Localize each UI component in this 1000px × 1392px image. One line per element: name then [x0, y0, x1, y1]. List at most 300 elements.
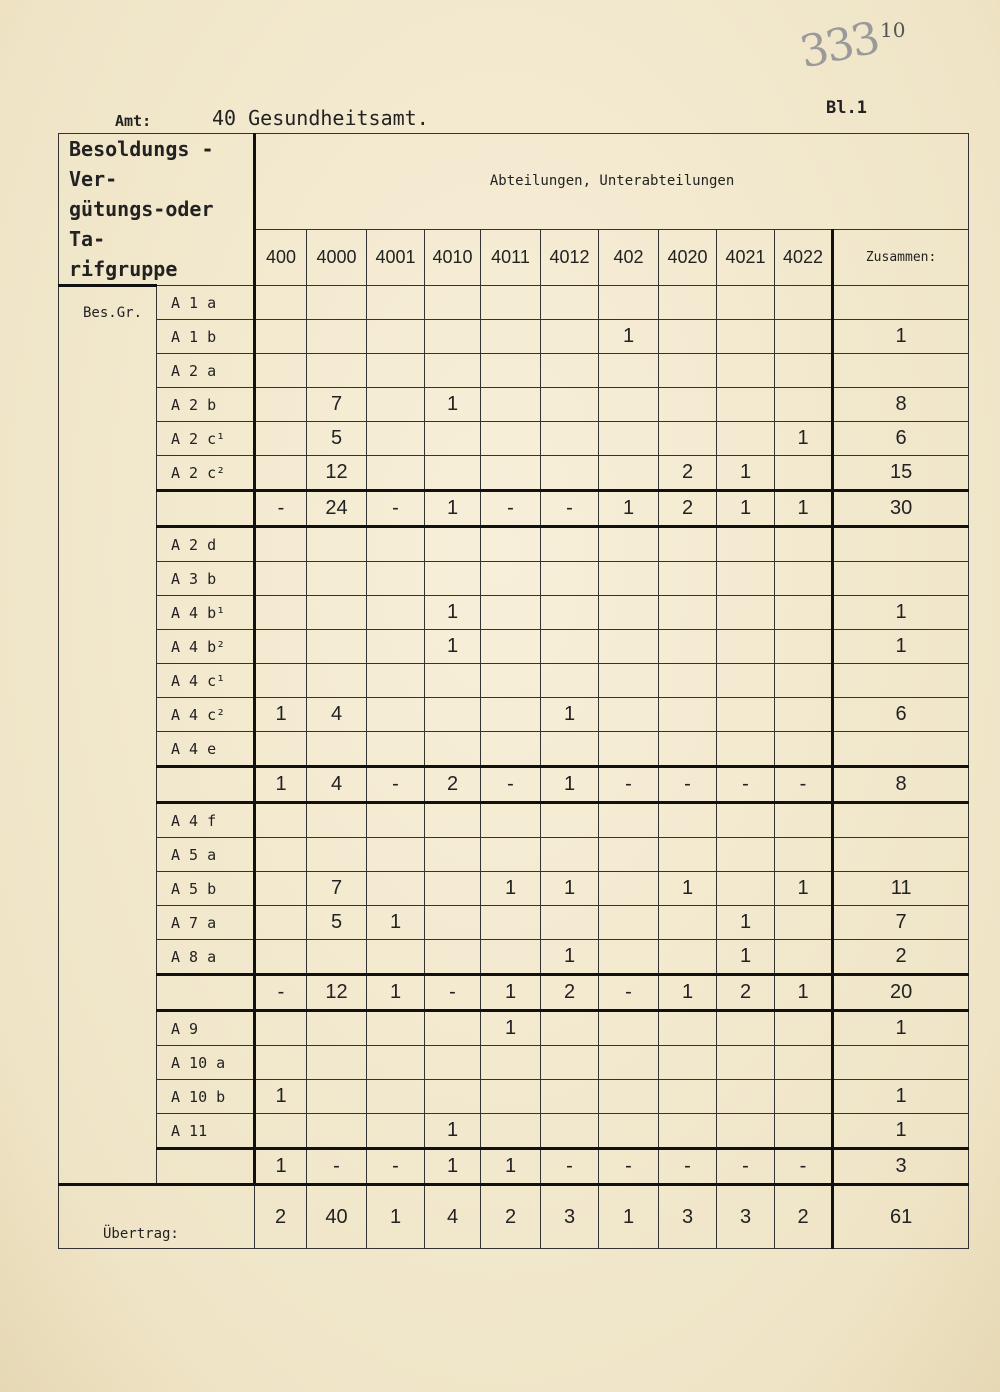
table-row — [59, 354, 969, 388]
column-header: 400 — [255, 229, 307, 285]
count-cell: 1 — [367, 906, 425, 940]
count-cell: - — [659, 767, 717, 803]
count-cell — [541, 527, 599, 562]
table-row — [59, 286, 969, 320]
count-cell: 7 — [307, 388, 367, 422]
count-cell — [255, 1011, 307, 1046]
count-cell: 1 — [425, 596, 481, 630]
count-cell — [717, 286, 775, 320]
count-cell — [307, 630, 367, 664]
count-cell: 1 — [481, 872, 541, 906]
count-cell: 1 — [425, 1149, 481, 1185]
amt-value: 40 Gesundheitsamt. — [212, 106, 429, 130]
count-cell — [367, 940, 425, 975]
count-cell: - — [599, 1149, 659, 1185]
count-cell: 1 — [481, 1011, 541, 1046]
column-header: 402 — [599, 229, 659, 285]
total-cell — [833, 838, 969, 872]
count-cell — [659, 838, 717, 872]
table-row — [59, 527, 969, 562]
ubertrag-cell: 40 — [307, 1185, 367, 1249]
count-cell — [255, 838, 307, 872]
total-cell: 1 — [833, 630, 969, 664]
count-cell — [659, 906, 717, 940]
total-cell: 8 — [833, 767, 969, 803]
count-cell: 4 — [307, 698, 367, 732]
total-cell: 3 — [833, 1149, 969, 1185]
table-row — [59, 664, 969, 698]
count-cell — [659, 562, 717, 596]
row-label: A 10 b — [157, 1080, 255, 1114]
count-cell: 12 — [307, 975, 367, 1011]
count-cell: - — [717, 1149, 775, 1185]
count-cell — [659, 388, 717, 422]
row-label: A 11 — [157, 1114, 255, 1149]
row-label: A 2 c¹ — [157, 422, 255, 456]
count-cell — [775, 940, 833, 975]
count-cell — [775, 1011, 833, 1046]
count-cell: 1 — [541, 698, 599, 732]
count-cell — [599, 456, 659, 491]
row-label: A 1 a — [157, 286, 255, 320]
subtotal-row — [59, 975, 969, 1011]
column-header: 4020 — [659, 229, 717, 285]
count-cell — [717, 872, 775, 906]
besoldungsgruppe-label: Bes.Gr. — [59, 286, 157, 1185]
column-header: 4000 — [307, 229, 367, 285]
count-cell — [367, 354, 425, 388]
count-cell: - — [599, 975, 659, 1011]
total-cell: 1 — [833, 596, 969, 630]
count-cell — [717, 1114, 775, 1149]
count-cell — [481, 320, 541, 354]
count-cell — [425, 422, 481, 456]
count-cell — [307, 1080, 367, 1114]
count-cell — [775, 354, 833, 388]
table-row — [59, 940, 969, 975]
count-cell — [541, 286, 599, 320]
count-cell — [481, 1080, 541, 1114]
count-cell — [599, 354, 659, 388]
count-cell — [659, 940, 717, 975]
count-cell: 1 — [481, 1149, 541, 1185]
count-cell — [425, 527, 481, 562]
count-cell — [775, 596, 833, 630]
count-cell: 2 — [425, 767, 481, 803]
count-cell — [367, 388, 425, 422]
count-cell — [481, 838, 541, 872]
column-header: 4021 — [717, 229, 775, 285]
count-cell — [659, 320, 717, 354]
ubertrag-row — [59, 1185, 969, 1249]
count-cell — [481, 803, 541, 838]
count-cell — [717, 1080, 775, 1114]
handwritten-note: 333 — [795, 12, 883, 79]
table-row — [59, 422, 969, 456]
count-cell — [717, 388, 775, 422]
count-cell: 1 — [255, 1080, 307, 1114]
count-cell — [307, 562, 367, 596]
row-label — [157, 491, 255, 527]
count-cell: 1 — [481, 975, 541, 1011]
ubertrag-cell: 3 — [541, 1185, 599, 1249]
group-header-line-1: Besoldungs - Ver- — [69, 137, 214, 191]
count-cell — [541, 1080, 599, 1114]
count-cell — [717, 562, 775, 596]
subtotal-row — [59, 1149, 969, 1185]
count-cell: 1 — [717, 491, 775, 527]
count-cell — [307, 1114, 367, 1149]
count-cell — [367, 1080, 425, 1114]
total-cell — [833, 732, 969, 767]
total-cell — [833, 803, 969, 838]
count-cell — [599, 732, 659, 767]
count-cell — [425, 803, 481, 838]
abteilungen-header: Abteilungen, Unterabteilungen — [255, 134, 969, 230]
count-cell — [541, 664, 599, 698]
row-label: A 3 b — [157, 562, 255, 596]
count-cell — [599, 664, 659, 698]
count-cell — [425, 456, 481, 491]
row-label — [157, 1149, 255, 1185]
count-cell: 5 — [307, 906, 367, 940]
count-cell — [541, 422, 599, 456]
count-cell — [599, 286, 659, 320]
count-cell: 1 — [717, 940, 775, 975]
count-cell — [425, 940, 481, 975]
table-row — [59, 872, 969, 906]
count-cell — [659, 354, 717, 388]
count-cell — [541, 1114, 599, 1149]
count-cell — [255, 456, 307, 491]
total-cell: 1 — [833, 1011, 969, 1046]
count-cell — [481, 698, 541, 732]
count-cell — [659, 803, 717, 838]
row-label: A 5 b — [157, 872, 255, 906]
count-cell: 1 — [541, 940, 599, 975]
count-cell — [307, 732, 367, 767]
count-cell — [367, 1046, 425, 1080]
count-cell — [599, 388, 659, 422]
subtotal-row — [59, 767, 969, 803]
count-cell — [255, 286, 307, 320]
row-label: A 4 e — [157, 732, 255, 767]
count-cell — [775, 838, 833, 872]
count-cell — [659, 698, 717, 732]
ubertrag-cell: 1 — [367, 1185, 425, 1249]
count-cell — [717, 1011, 775, 1046]
count-cell: 1 — [717, 906, 775, 940]
count-cell — [717, 630, 775, 664]
count-cell: 24 — [307, 491, 367, 527]
count-cell: - — [367, 1149, 425, 1185]
row-label: A 4 c² — [157, 698, 255, 732]
ubertrag-cell: 2 — [481, 1185, 541, 1249]
total-cell: 20 — [833, 975, 969, 1011]
total-cell: 7 — [833, 906, 969, 940]
table-row — [59, 1046, 969, 1080]
count-cell — [307, 527, 367, 562]
table-row — [59, 698, 969, 732]
count-cell: - — [659, 1149, 717, 1185]
count-cell — [775, 803, 833, 838]
subtotal-row — [59, 491, 969, 527]
count-cell: - — [541, 1149, 599, 1185]
count-cell: 2 — [659, 491, 717, 527]
count-cell — [541, 906, 599, 940]
count-cell — [541, 1046, 599, 1080]
row-label: A 4 b¹ — [157, 596, 255, 630]
count-cell: 1 — [255, 698, 307, 732]
count-cell — [717, 596, 775, 630]
count-cell — [659, 422, 717, 456]
row-label: A 2 a — [157, 354, 255, 388]
total-cell: 1 — [833, 320, 969, 354]
count-cell: 2 — [717, 975, 775, 1011]
count-cell — [599, 1046, 659, 1080]
count-cell — [367, 596, 425, 630]
count-cell — [775, 286, 833, 320]
count-cell — [599, 1114, 659, 1149]
count-cell — [367, 872, 425, 906]
count-cell — [775, 630, 833, 664]
count-cell — [307, 803, 367, 838]
count-cell — [425, 1080, 481, 1114]
count-cell — [307, 1011, 367, 1046]
count-cell — [307, 1046, 367, 1080]
count-cell — [425, 838, 481, 872]
count-cell — [541, 354, 599, 388]
column-header: 4012 — [541, 229, 599, 285]
count-cell — [775, 664, 833, 698]
count-cell: 1 — [255, 767, 307, 803]
count-cell — [599, 1011, 659, 1046]
ubertrag-cell: 3 — [659, 1185, 717, 1249]
count-cell — [599, 596, 659, 630]
count-cell — [659, 596, 717, 630]
row-label: A 4 c¹ — [157, 664, 255, 698]
total-cell — [833, 562, 969, 596]
count-cell — [659, 664, 717, 698]
table-row — [59, 388, 969, 422]
count-cell — [481, 562, 541, 596]
count-cell — [255, 388, 307, 422]
count-cell: 1 — [659, 975, 717, 1011]
count-cell: - — [541, 491, 599, 527]
count-cell — [775, 562, 833, 596]
count-cell — [367, 456, 425, 491]
count-cell — [599, 803, 659, 838]
count-cell — [659, 1046, 717, 1080]
count-cell — [367, 1114, 425, 1149]
count-cell: 1 — [659, 872, 717, 906]
count-cell — [775, 320, 833, 354]
count-cell — [599, 838, 659, 872]
count-cell — [425, 906, 481, 940]
count-cell — [255, 940, 307, 975]
count-cell — [717, 354, 775, 388]
count-cell — [481, 940, 541, 975]
count-cell — [599, 630, 659, 664]
table-row — [59, 1080, 969, 1114]
count-cell: 1 — [599, 491, 659, 527]
total-cell: 6 — [833, 422, 969, 456]
total-cell: 15 — [833, 456, 969, 491]
count-cell — [599, 527, 659, 562]
table-row — [59, 596, 969, 630]
count-cell — [255, 803, 307, 838]
count-cell: - — [255, 975, 307, 1011]
total-cell: 11 — [833, 872, 969, 906]
total-cell — [833, 286, 969, 320]
row-label: A 2 b — [157, 388, 255, 422]
total-cell — [833, 664, 969, 698]
count-cell: - — [599, 767, 659, 803]
count-cell: - — [717, 767, 775, 803]
count-cell: - — [775, 767, 833, 803]
count-cell: - — [367, 767, 425, 803]
table-row — [59, 732, 969, 767]
count-cell — [255, 664, 307, 698]
column-header: 4011 — [481, 229, 541, 285]
row-label: A 8 a — [157, 940, 255, 975]
count-cell: 7 — [307, 872, 367, 906]
ubertrag-cell: 2 — [775, 1185, 833, 1249]
row-label: A 9 — [157, 1011, 255, 1046]
count-cell — [367, 732, 425, 767]
count-cell — [659, 1080, 717, 1114]
ubertrag-cell: 2 — [255, 1185, 307, 1249]
count-cell — [255, 906, 307, 940]
count-cell — [541, 1011, 599, 1046]
table-row — [59, 803, 969, 838]
count-cell: 1 — [599, 320, 659, 354]
count-cell: - — [481, 767, 541, 803]
count-cell — [717, 732, 775, 767]
count-cell: - — [367, 491, 425, 527]
count-cell — [775, 906, 833, 940]
count-cell: 2 — [541, 975, 599, 1011]
count-cell — [255, 596, 307, 630]
count-cell — [481, 1046, 541, 1080]
count-cell — [425, 872, 481, 906]
count-cell: 1 — [717, 456, 775, 491]
table-row — [59, 456, 969, 491]
count-cell — [425, 732, 481, 767]
count-cell — [307, 940, 367, 975]
count-cell — [367, 286, 425, 320]
count-cell — [775, 1046, 833, 1080]
count-cell — [481, 527, 541, 562]
total-cell — [833, 354, 969, 388]
count-cell — [775, 456, 833, 491]
count-cell — [367, 1011, 425, 1046]
page-number: 10 — [880, 18, 906, 42]
table-row — [59, 1011, 969, 1046]
ubertrag-cell: 3 — [717, 1185, 775, 1249]
count-cell — [659, 1011, 717, 1046]
count-cell — [717, 664, 775, 698]
count-cell — [255, 630, 307, 664]
count-cell — [717, 320, 775, 354]
count-cell: 1 — [425, 491, 481, 527]
row-label: A 4 b² — [157, 630, 255, 664]
row-label: A 1 b — [157, 320, 255, 354]
sheet-number: Bl.1 — [826, 98, 867, 118]
count-cell — [307, 320, 367, 354]
count-cell: 1 — [425, 388, 481, 422]
count-cell — [481, 1114, 541, 1149]
count-cell — [717, 1046, 775, 1080]
count-cell — [367, 803, 425, 838]
count-cell — [425, 320, 481, 354]
count-cell — [481, 388, 541, 422]
count-cell — [717, 422, 775, 456]
count-cell — [775, 698, 833, 732]
count-cell — [307, 354, 367, 388]
count-cell: 1 — [425, 1114, 481, 1149]
row-label: A 2 c² — [157, 456, 255, 491]
table-row — [59, 320, 969, 354]
count-cell — [541, 456, 599, 491]
count-cell — [481, 354, 541, 388]
row-label: A 4 f — [157, 803, 255, 838]
count-cell: 1 — [775, 422, 833, 456]
count-cell — [717, 527, 775, 562]
count-cell — [541, 732, 599, 767]
count-cell — [367, 527, 425, 562]
count-cell — [599, 562, 659, 596]
group-header — [59, 134, 255, 286]
count-cell — [659, 732, 717, 767]
count-cell: 1 — [775, 491, 833, 527]
count-cell — [255, 562, 307, 596]
count-cell — [481, 456, 541, 491]
count-cell — [307, 664, 367, 698]
count-cell: 1 — [255, 1149, 307, 1185]
table-row — [59, 838, 969, 872]
count-cell — [255, 872, 307, 906]
ubertrag-cell: 61 — [833, 1185, 969, 1249]
count-cell — [599, 906, 659, 940]
count-cell — [659, 286, 717, 320]
row-label — [157, 767, 255, 803]
count-cell — [481, 906, 541, 940]
count-cell — [367, 422, 425, 456]
count-cell — [425, 664, 481, 698]
count-cell — [481, 664, 541, 698]
count-cell: - — [775, 1149, 833, 1185]
table-row — [59, 562, 969, 596]
count-cell: 12 — [307, 456, 367, 491]
count-cell — [775, 732, 833, 767]
total-cell: 30 — [833, 491, 969, 527]
count-cell: 1 — [541, 872, 599, 906]
count-cell — [541, 320, 599, 354]
count-cell: 1 — [541, 767, 599, 803]
table-row — [59, 1114, 969, 1149]
table-row — [59, 630, 969, 664]
count-cell — [599, 940, 659, 975]
count-cell — [367, 698, 425, 732]
count-cell — [255, 422, 307, 456]
column-header: 4001 — [367, 229, 425, 285]
total-cell: 6 — [833, 698, 969, 732]
count-cell — [307, 286, 367, 320]
count-cell: 1 — [775, 872, 833, 906]
count-cell — [425, 286, 481, 320]
ubertrag-cell: 1 — [599, 1185, 659, 1249]
